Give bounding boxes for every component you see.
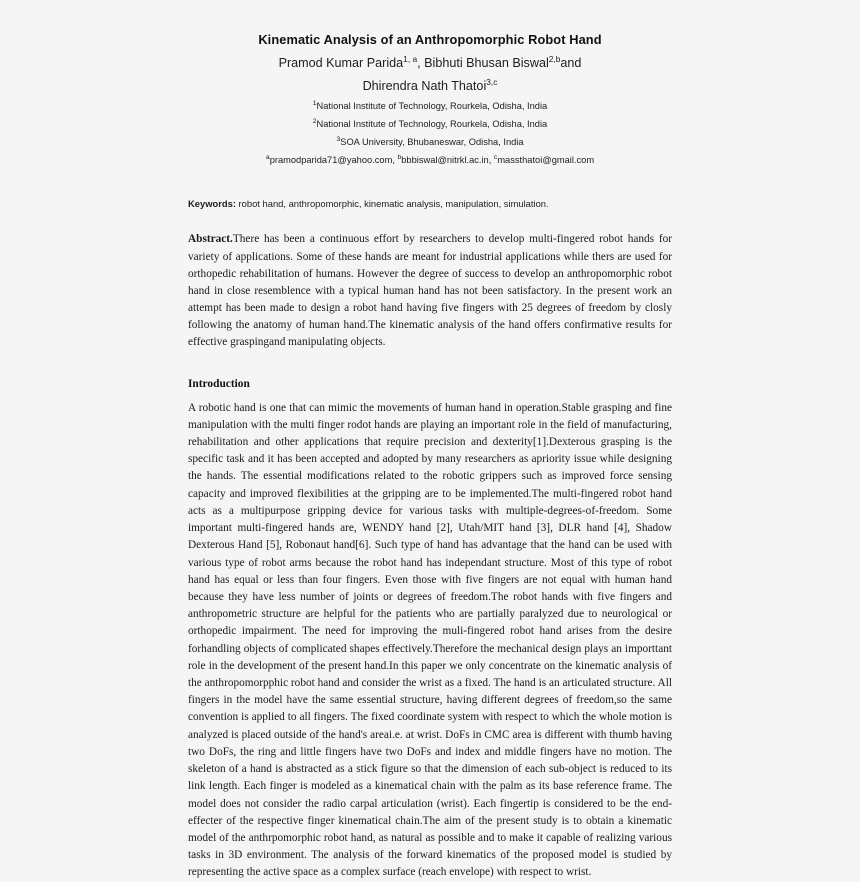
affiliation-text-3: SOA University, Bhubaneswar, Odisha, India bbox=[340, 136, 524, 147]
email-marker-b: b bbox=[397, 153, 402, 161]
keywords-label: Keywords: bbox=[188, 198, 236, 210]
email-marker-a: a bbox=[265, 153, 270, 161]
author-emails bbox=[188, 152, 672, 170]
section-heading-introduction: Introduction bbox=[188, 377, 250, 390]
affiliation-1 bbox=[188, 98, 672, 116]
affiliation-3 bbox=[188, 134, 672, 152]
email-address-a[interactable]: pramodparida71@yahoo.com bbox=[269, 154, 393, 165]
keywords-terminator: . bbox=[546, 198, 549, 210]
author-line-2 bbox=[188, 76, 672, 96]
keywords-text: robot hand, anthropomorphic, kinematic analysis, manipulation, simulation bbox=[235, 198, 546, 210]
author-name-3: Dhirendra Nath Thatoi bbox=[362, 78, 487, 93]
abstract-label: Abstract. bbox=[188, 233, 233, 246]
author-conjunction: and bbox=[560, 56, 582, 71]
abstract-paragraph bbox=[188, 231, 672, 351]
affiliation-text-2: National Institute of Technology, Rourkela, Odisha, India bbox=[316, 118, 548, 129]
author-name-2: Bibhuti Bhusan Biswal bbox=[424, 56, 549, 71]
affiliation-text-1: National Institute of Technology, Rourkela, Odisha, India bbox=[316, 100, 548, 111]
page-title: Kinematic Analysis of an Anthropomorphic Robot Hand bbox=[258, 32, 602, 47]
affiliation-marker-3: 3 bbox=[336, 135, 341, 143]
affiliation-2 bbox=[188, 116, 672, 134]
title-block bbox=[188, 30, 672, 169]
author-line-1 bbox=[188, 53, 672, 73]
email-separator-2: , bbox=[488, 154, 494, 165]
email-separator-1: , bbox=[392, 154, 398, 165]
affiliation-marker-2: 2 bbox=[312, 117, 317, 125]
author-name-1: Pramod Kumar Parida bbox=[278, 56, 404, 71]
affiliation-marker-1: 1 bbox=[312, 99, 317, 107]
author-separator-1: , bbox=[417, 56, 425, 71]
introduction-paragraph: A robotic hand is one that can mimic the movements of human hand in operation.Stable grasping and fine manipulation with the multi finger rodot hands are playing an important role in the field of manufacturing, rehabilitation and other applications that require precision and dexterity[1].Dexterous grasping is the specific task and it has been accepted and adopted by many researchers as apriority issue while designing the hands. The essential modifications related to the robotic grippers such as improved force sensing capacity and improved flexibilities at the gripping are to be implemented.The multi-fingered robot hand acts as a multipurpose gripping device for various tasks with multiple-degrees-of-freedom. Some important multi-fingered hands are, WENDY hand [2], Utah/MIT hand [3], DLR hand [4], Shadow Dexterous Hand [5], Robonaut hand[6]. Such type of hand has advantage that the hand can be used with various type of robot arms because the robot hand has independant structure. Most of this type of robot hand has equal or less than four fingers. Even those with five fingers are not equal with human hand because they have less number of joints or degrees of freedom.The robot hands with five fingers and anthropometric structure are helpful for the patients who are partially paralyzed due to neurological or orthopedic impairment. The need for improving the muli-fingered robot hand arises from the desire forhandling objects of complicated shapes effectively.Therefore the mechanical design plays an importtant role in the development of the present hand.In this paper we only concentrate on the kinematic analysis of the anthropomorpphic robot hand and consider the wrist as a fixed. The hand is an articulated structure. All fingers in the model have the same essential structure, having different degrees of freedom,so the same convention is applied to all fingers. The fixed coordinate system with respect to which the whole motion is analyzed is placed outside of the hand's areai.e. at wrist. DoFs in CMC area is different with thumb having two DoFs, the ring and little fingers have two DoFs and index and middle fingers have no motion. The skeleton of a hand is abstracted as a stick figure so that the dimension of each sub-object is reduced to its link length. Each finger is modeled as a kinematical chain with the palm as its base reference frame. The model does not consider the radio carpal articulation (wrist). Each fingertip is considered to be the end-effecter of the respective finger kinematical chain.The aim of the present study is to obtain a kinematic model of the anthrpomorphic robot hand, as natural as possible and to make it capable of realizing various tasks in 3D environment. The analysis of the forward kinematics of the proposed model is studied by representing the active space as a complex surface (reach envelope) with respect to wrist. bbox=[188, 401, 672, 879]
email-address-b[interactable]: bbbiswal@nitrkl.ac.in bbox=[401, 154, 489, 165]
author-affiliation-marker-1: 1, a bbox=[403, 54, 418, 64]
keywords-line bbox=[188, 197, 672, 211]
document-content-column bbox=[188, 30, 672, 882]
author-affiliation-marker-2: 2,b bbox=[548, 54, 561, 64]
abstract-text: There has been a continuous effort by researchers to develop multi-fingered robot hands for variety of applications. Some of these hands are meant for industrial applications while thers are used for orthopedic rehabilitation of humans. However the degree of success to develop an anthropomorphic robot hand in close resemblence with a typical human hand has not been satisfactory. In the present work an attempt has been made to design a robot hand having five fingers with 25 degrees of freedom by closly following the anatomy of human hand.The kinematic analysis of the hand offers confirmative results for effective graspingand manipulating objects. bbox=[188, 233, 672, 349]
author-affiliation-marker-3: 3,c bbox=[486, 76, 498, 87]
email-address-c[interactable]: massthatoi@gmail.com bbox=[497, 154, 595, 165]
email-marker-c: c bbox=[493, 153, 498, 161]
